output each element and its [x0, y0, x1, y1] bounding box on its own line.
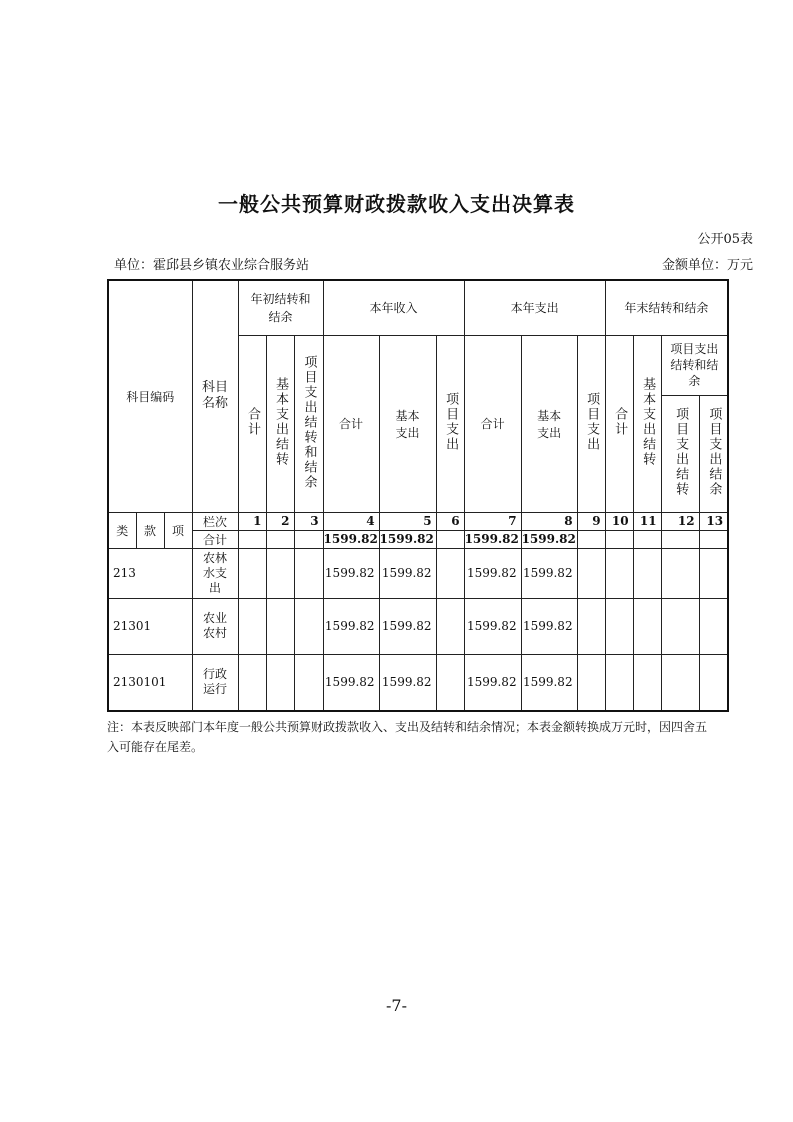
column-number: 12 — [661, 512, 699, 530]
column-number: 4 — [323, 512, 379, 530]
begin-total-header: 合计 — [238, 335, 266, 512]
begin-basic-carry-header: 基本支出结转 — [266, 335, 294, 512]
unit-label: 单位：霍邱县乡镇农业综合服务站 — [114, 258, 310, 273]
expense-basic-header: 基本支出 — [521, 335, 577, 512]
begin-project-carry-header: 项目支出结转和结余 — [294, 335, 323, 512]
row-expense-total: 1599.82 — [464, 548, 521, 598]
budget-table — [107, 279, 729, 712]
row-income-basic: 1599.82 — [379, 548, 436, 598]
begin-balance-header: 年初结转和结余 — [238, 280, 323, 335]
row-income-basic: 1599.82 — [379, 598, 436, 654]
subject-name-header: 科目名称 — [192, 280, 238, 512]
end-basic-carry-header: 基本支出结转 — [633, 335, 661, 512]
total-row-label: 合计 — [192, 530, 238, 548]
row-expense-basic: 1599.82 — [521, 598, 577, 654]
expense-header: 本年支出 — [464, 280, 605, 335]
column-number: 1 — [238, 512, 266, 530]
amount-unit-label: 金额单位：万元 — [661, 258, 753, 273]
row-name: 行政运行 — [192, 654, 238, 711]
row-code: 2130101 — [108, 654, 192, 711]
end-balance-header: 年末结转和结余 — [605, 280, 728, 335]
table-note: 注：本表反映部门本年度一般公共预算财政拨款收入、支出及结转和结余情况；本表金额转换成万元时，因四舍五入可能存在尾差。 — [107, 720, 708, 754]
row-income-total: 1599.82 — [323, 548, 379, 598]
column-number: 6 — [436, 512, 464, 530]
income-total-header: 合计 — [323, 335, 379, 512]
expense-total-header: 合计 — [464, 335, 521, 512]
row-income-total: 1599.82 — [323, 598, 379, 654]
end-project-group-header: 项目支出结转和结余 — [661, 335, 728, 395]
column-number: 2 — [266, 512, 294, 530]
income-header: 本年收入 — [323, 280, 464, 335]
form-number: 公开05表 — [697, 232, 753, 247]
column-number: 3 — [294, 512, 323, 530]
table-row — [108, 548, 728, 598]
row-name: 农业农村 — [192, 598, 238, 654]
row-income-basic: 1599.82 — [379, 654, 436, 711]
column-number: 8 — [521, 512, 577, 530]
table-row — [108, 598, 728, 654]
total-income-total: 1599.82 — [323, 532, 378, 546]
subject-code-header: 科目编码 — [108, 280, 192, 512]
income-project-header: 项目支出 — [436, 335, 464, 512]
column-number: 13 — [699, 512, 728, 530]
row-expense-total: 1599.82 — [464, 598, 521, 654]
income-basic-header: 基本支出 — [379, 335, 436, 512]
row-expense-total: 1599.82 — [464, 654, 521, 711]
row-expense-basic: 1599.82 — [521, 654, 577, 711]
total-income-basic: 1599.82 — [379, 530, 436, 548]
end-total-header: 合计 — [605, 335, 633, 512]
row-code: 213 — [108, 548, 192, 598]
row-expense-basic: 1599.82 — [521, 548, 577, 598]
column-number: 5 — [379, 512, 436, 530]
section-header: 款 — [136, 512, 164, 548]
column-number: 11 — [633, 512, 661, 530]
column-number-label: 栏次 — [192, 512, 238, 530]
item-header: 项 — [164, 512, 192, 548]
page-number: -7- — [386, 996, 407, 1015]
end-project-surplus-header: 项目支出结余 — [699, 395, 728, 512]
column-number: 7 — [464, 512, 521, 530]
column-number: 10 — [605, 512, 633, 530]
class-header: 类 — [108, 512, 136, 548]
total-expense-basic: 1599.82 — [521, 532, 576, 546]
end-project-carry-header: 项目支出结转 — [661, 395, 699, 512]
table-row — [108, 654, 728, 711]
expense-project-header: 项目支出 — [577, 335, 605, 512]
row-code: 21301 — [108, 598, 192, 654]
page-title: 一般公共预算财政拨款收入支出决算表 — [218, 192, 575, 216]
column-number: 9 — [577, 512, 605, 530]
total-expense-total: 1599.82 — [464, 530, 521, 548]
row-name: 农林水支出 — [192, 548, 238, 598]
row-income-total: 1599.82 — [323, 654, 379, 711]
